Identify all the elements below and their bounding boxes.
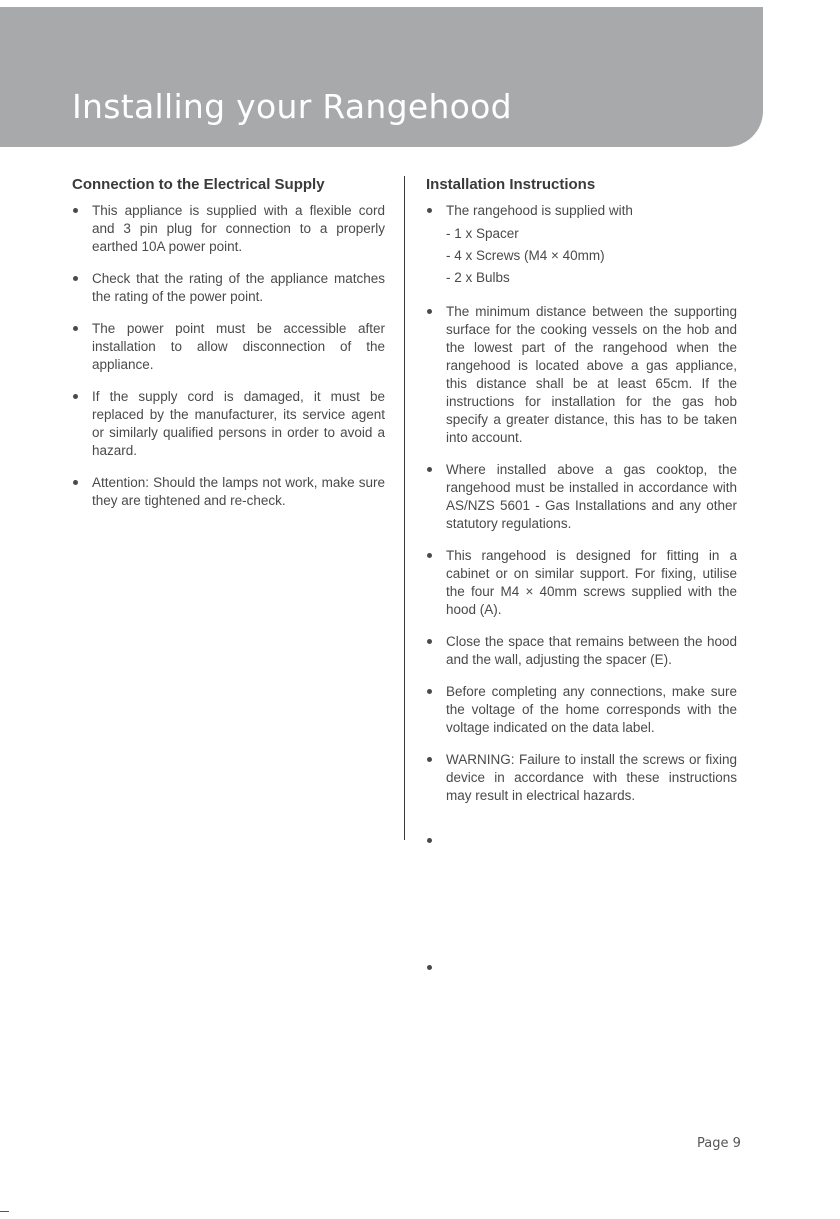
list-item: Where installed above a gas cooktop, the rangehood must be installed in accordance with AS/NZS 5601 - Gas Installations and any other statutory regulations. xyxy=(424,461,737,533)
supplied-item: - 4 x Screws (M4 × 40mm) xyxy=(446,248,605,263)
bullet-icon xyxy=(73,480,78,485)
list-item: Before completing any connections, make sure the voltage of the home corresponds with the voltage indicated on the data label. xyxy=(424,683,737,737)
page-header-band xyxy=(0,7,763,147)
bullet-icon xyxy=(73,276,78,281)
column-divider xyxy=(404,176,405,840)
page-title: Installing your Rangehood xyxy=(72,87,512,126)
list-item: This rangehood is designed for fitting in a cabinet or on similar support. For fixing, utilise the four M4 × 40mm screws supplied with the hood (A). xyxy=(424,547,737,619)
bullet-icon xyxy=(427,757,432,762)
list-item: WARNING: Failure to install the screws or fixing device in accordance with these instructions may result in electrical hazards. xyxy=(424,751,737,805)
installation-instructions-section xyxy=(424,176,737,819)
electrical-supply-list xyxy=(70,202,385,510)
bullet-icon xyxy=(427,309,432,314)
list-item: The minimum distance between the supporting surface for the cooking vessels on the hob and the lowest part of the rangehood when the rangehood is located above a gas appliance, this distance shall be at least 65cm. If the instructions for installation for the gas hob specify a greater distance, this has to be taken into account. xyxy=(424,303,737,447)
supplied-items-list xyxy=(446,223,737,289)
bullet-icon xyxy=(427,639,432,644)
bullet-icon xyxy=(427,553,432,558)
list-item: If the supply cord is damaged, it must be replaced by the manufacturer, its service agent or similarly qualified persons in order to avoid a hazard. xyxy=(70,388,385,460)
installation-instructions-list xyxy=(424,202,737,805)
bullet-icon xyxy=(73,208,78,213)
installation-instructions-heading: Installation Instructions xyxy=(426,176,596,193)
empty-bullet-icon xyxy=(427,838,432,843)
crop-mark xyxy=(0,1211,9,1212)
supplied-item: - 2 x Bulbs xyxy=(446,270,510,285)
list-item: The rangehood is supplied with - 1 x Spacer - 4 x Screws (M4 × 40mm) - 2 x Bulbs xyxy=(424,202,737,289)
bullet-icon xyxy=(73,394,78,399)
supplied-item: - 1 x Spacer xyxy=(446,226,519,241)
electrical-supply-section xyxy=(70,176,385,524)
list-item: This appliance is supplied with a flexible cord and 3 pin plug for connection to a properly earthed 10A power point. xyxy=(70,202,385,256)
bullet-icon xyxy=(73,326,78,331)
page-number: Page 9 xyxy=(697,1136,741,1151)
list-item: Attention: Should the lamps not work, make sure they are tightened and re-check. xyxy=(70,474,385,510)
list-item: Close the space that remains between the hood and the wall, adjusting the spacer (E). xyxy=(424,633,737,669)
bullet-icon xyxy=(427,689,432,694)
list-item: The power point must be accessible after installation to allow disconnection of the appliance. xyxy=(70,320,385,374)
empty-bullet-icon xyxy=(427,965,432,970)
electrical-supply-heading: Connection to the Electrical Supply xyxy=(72,176,325,193)
bullet-icon xyxy=(427,467,432,472)
list-item: Check that the rating of the appliance matches the rating of the power point. xyxy=(70,270,385,306)
bullet-icon xyxy=(427,208,432,213)
